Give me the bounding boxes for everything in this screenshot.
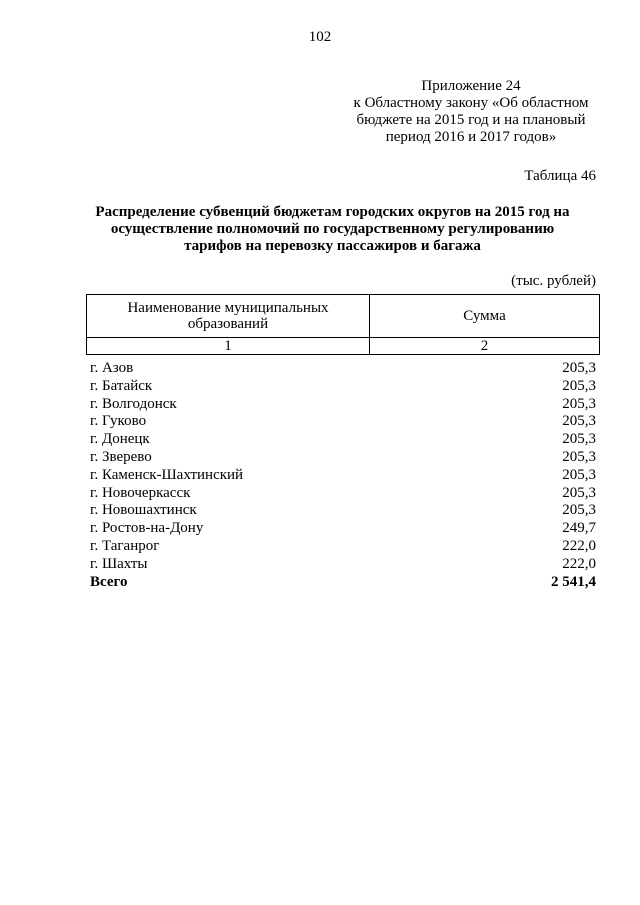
table-row — [90, 378, 596, 396]
table-row — [90, 467, 596, 485]
row-value: 205,3 — [562, 360, 596, 376]
row-name: г. Гуково — [90, 413, 147, 430]
row-name: г. Новошахтинск — [90, 502, 197, 519]
appendix-line-4: период 2016 и 2017 годов» — [385, 129, 557, 145]
row-value: 205,3 — [562, 431, 596, 448]
table-row — [90, 360, 596, 378]
row-name: г. Волгодонск — [90, 395, 177, 412]
row-name: г. Азов — [90, 360, 134, 376]
column-number-row — [87, 338, 600, 355]
row-name: г. Таганрог — [90, 537, 160, 554]
row-name: г. Шахты — [90, 555, 148, 572]
row-name: г. Новочеркасск — [90, 484, 191, 501]
header-name-line-2: образований — [187, 316, 269, 332]
page-number: 102 — [308, 29, 332, 45]
row-value: 222,0 — [562, 555, 596, 572]
table-row — [90, 502, 596, 520]
title-line-2: осуществление полномочий по государственному регулированию — [110, 221, 555, 237]
row-value: 205,3 — [562, 448, 596, 465]
row-value: 222,0 — [562, 537, 596, 554]
column-number-2: 2 — [370, 338, 600, 355]
row-value: 205,3 — [562, 413, 596, 430]
table-body — [90, 360, 596, 591]
table-row — [90, 449, 596, 467]
column-number-1: 1 — [87, 338, 370, 355]
document-title — [70, 204, 595, 255]
table-row — [90, 520, 596, 538]
table-header — [86, 294, 600, 355]
total-row — [90, 574, 596, 592]
total-name: Всего — [90, 573, 128, 590]
row-name: г. Каменск-Шахтинский — [90, 466, 244, 483]
row-value: 249,7 — [562, 520, 596, 537]
table-row — [90, 431, 596, 449]
total-value: 2 541,4 — [551, 573, 596, 590]
row-name: г. Ростов-на-Дону — [90, 520, 204, 537]
units-label: (тыс. рублей) — [511, 273, 596, 289]
row-value: 205,3 — [562, 395, 596, 412]
row-name: г. Зверево — [90, 448, 152, 465]
appendix-line-2: к Областному закону «Об областном — [353, 95, 589, 111]
table-row — [90, 485, 596, 503]
appendix-line-3: бюджете на 2015 год и на плановый — [356, 112, 586, 128]
header-row — [87, 295, 600, 338]
row-value: 205,3 — [562, 502, 596, 519]
row-value: 205,3 — [562, 377, 596, 394]
appendix-line-1: Приложение 24 — [421, 78, 521, 94]
row-name: г. Батайск — [90, 377, 153, 394]
table-row — [90, 396, 596, 414]
title-line-3: тарифов на перевозку пассажиров и багажа — [184, 238, 481, 254]
title-line-1: Распределение субвенций бюджетам городских округов на 2015 год на — [95, 204, 570, 220]
row-name: г. Донецк — [90, 431, 150, 448]
table-row — [90, 556, 596, 574]
table-row — [90, 413, 596, 431]
table-label: Таблица 46 — [524, 168, 596, 184]
header-name-cell — [87, 295, 370, 338]
header-sum-cell: Сумма — [370, 295, 600, 338]
header-name-line-1: Наименование муниципальных — [127, 300, 329, 316]
row-value: 205,3 — [562, 466, 596, 483]
appendix-reference — [340, 78, 602, 146]
row-value: 205,3 — [562, 484, 596, 501]
table-row — [90, 538, 596, 556]
